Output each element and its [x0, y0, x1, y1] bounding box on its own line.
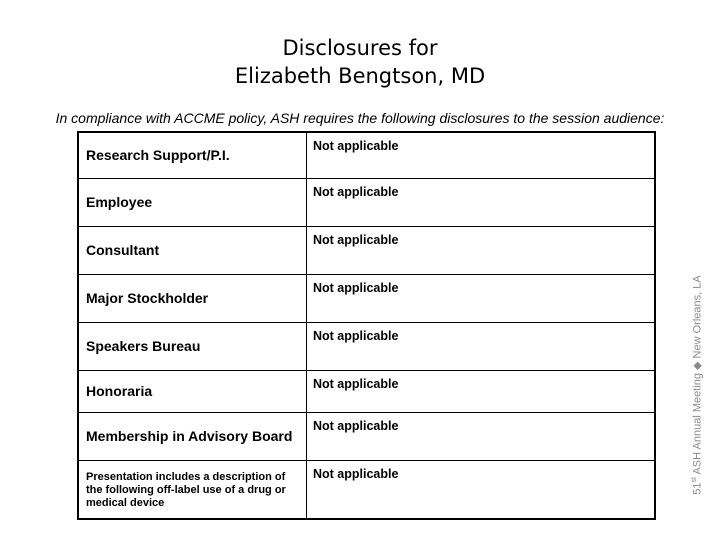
- table-row: [78, 322, 655, 370]
- row-label: Membership in Advisory Board: [78, 412, 307, 460]
- meeting-number: 51: [691, 482, 704, 495]
- row-value: Not applicable: [307, 370, 656, 412]
- meeting-footer: [691, 275, 704, 494]
- row-value: Not applicable: [307, 412, 656, 460]
- table-row: [78, 370, 655, 412]
- title-line-1: Disclosures for: [282, 36, 438, 60]
- table-row: [78, 274, 655, 322]
- row-label: Consultant: [78, 226, 307, 274]
- row-label: Presentation includes a description of the following off-label use of a drug or medical device: [78, 460, 307, 519]
- row-label: Research Support/P.I.: [78, 132, 307, 178]
- table-row: [78, 460, 655, 519]
- row-label: Major Stockholder: [78, 274, 307, 322]
- row-value: Not applicable: [307, 132, 656, 178]
- table-row: [78, 132, 655, 178]
- table-row: [78, 412, 655, 460]
- row-value: Not applicable: [307, 274, 656, 322]
- meeting-ordinal: st: [690, 476, 698, 483]
- meeting-text: ASH Annual Meeting ◆ New Orleans, LA: [691, 275, 704, 475]
- table-row: [78, 226, 655, 274]
- disclosures-table: [77, 131, 656, 520]
- row-value: Not applicable: [307, 322, 656, 370]
- row-value: Not applicable: [307, 226, 656, 274]
- table-row: [78, 178, 655, 226]
- title-line-2: Elizabeth Bengtson, MD: [234, 64, 486, 88]
- row-value: Not applicable: [307, 178, 656, 226]
- compliance-statement: In compliance with ACCME policy, ASH requires the following disclosures to the session audience:: [55, 110, 665, 126]
- row-label: Employee: [78, 178, 307, 226]
- row-label: Speakers Bureau: [78, 322, 307, 370]
- row-value: Not applicable: [307, 460, 656, 519]
- slide-title: [0, 34, 720, 90]
- row-label: Honoraria: [78, 370, 307, 412]
